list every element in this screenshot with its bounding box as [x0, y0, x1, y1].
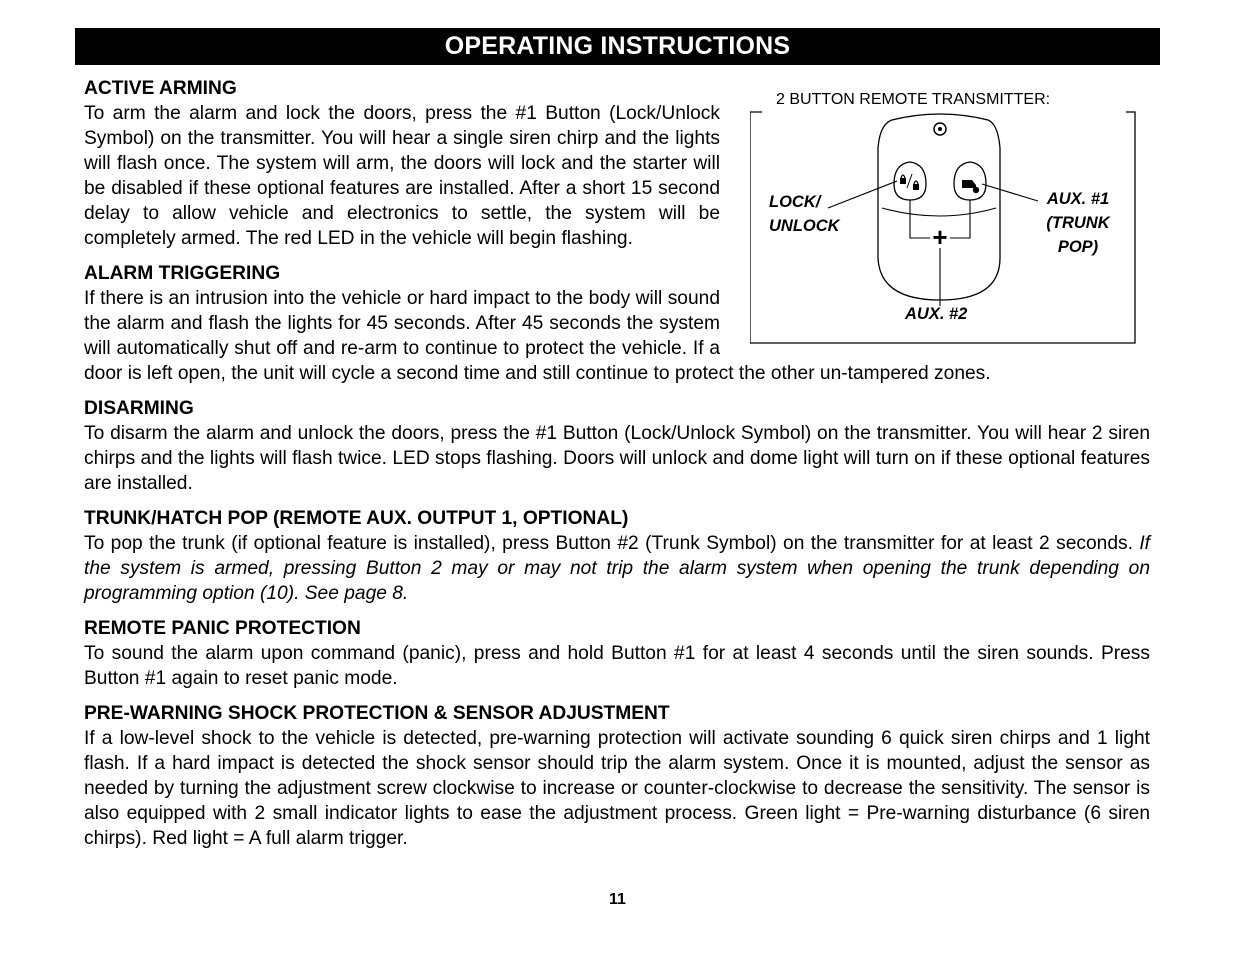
- page-number: 11: [609, 891, 626, 908]
- section-body: If there is an intrusion into the vehicle or hard impact to the body will sound the alarm and flash the lights for 45 seconds. After 45 seconds the system will automatically shut off and re-arm to continue to protect the vehicle. If a door is left open, the unit will cycle a second time and still continue to protect the other un-tampered zones.: [84, 288, 991, 384]
- page-title: OPERATING INSTRUCTIONS: [75, 28, 1160, 65]
- callout-aux1-line3: POP): [1057, 238, 1099, 256]
- section-body: To disarm the alarm and unlock the doors, press the #1 Button (Lock/Unlock Symbol) on the transmitter. You will hear 2 siren chirps and the lights will flash twice. LED stops flashing. Doors will unlock and dome light will turn on if these optional features are installed.: [84, 423, 1150, 494]
- diagram-caption: 2 BUTTON REMOTE TRANSMITTER:: [772, 90, 1054, 110]
- section-disarming: [84, 396, 1150, 496]
- callout-aux1: [1040, 187, 1116, 259]
- section-body: [84, 531, 1150, 606]
- section-body: To sound the alarm upon command (panic), press and hold Button #1 for at least 4 seconds until the siren sounds. Press Button #1 again to reset panic mode.: [84, 643, 1150, 689]
- section-body: To arm the alarm and lock the doors, press the #1 Button (Lock/Unlock Symbol) on the transmitter. You will hear a single siren chirp and the lights will flash once. The system will arm, the doors will lock and the starter will be disabled if these optional features are installed. After a short 15 second delay to allow vehicle and electronics to settle, the system will be completely armed. The red LED in the vehicle will begin flashing.: [84, 103, 720, 249]
- section-title: REMOTE PANIC PROTECTION: [84, 618, 361, 639]
- section-title: ALARM TRIGGERING: [84, 263, 281, 284]
- callout-lock-line1: LOCK/: [769, 193, 821, 211]
- plus-icon: +: [932, 222, 948, 252]
- section-body: If a low-level shock to the vehicle is detected, pre-warning protection will activate sounding 6 quick siren chirps and 1 light flash. If a hard impact is detected the shock sensor should trip the alarm system. Once it is mounted, adjust the sensor as needed by turning the adjustment screw clockwise to increase or counter-clockwise to decrease the sensitivity. The sensor is also equipped with 2 small indicator lights to ease the adjustment process. Green light = Pre-warning disturbance (6 siren chirps). Red light = A full alarm trigger.: [84, 728, 1150, 849]
- section-pre-warning: [84, 701, 1150, 851]
- section-trunk-pop: [84, 506, 1150, 606]
- callout-lock-line2: UNLOCK: [769, 217, 840, 235]
- section-body-italic: If the system is armed, pressing Button 2 may or may not trip the alarm system when opening the trunk depending on programming option (10). See page 8.: [84, 533, 1150, 604]
- section-body-text: To pop the trunk (if optional feature is installed), press Button #2 (Trunk Symbol) on the transmitter for at least 2 seconds.: [84, 533, 1140, 554]
- callout-aux1-line2: (TRUNK: [1046, 214, 1110, 232]
- section-title: TRUNK/HATCH POP (REMOTE AUX. OUTPUT 1, OPTIONAL): [84, 508, 629, 529]
- callout-aux2: AUX. #2: [905, 305, 968, 323]
- callout-aux1-line1: AUX. #1: [1046, 190, 1110, 208]
- section-title: DISARMING: [84, 398, 194, 419]
- section-title: ACTIVE ARMING: [84, 78, 237, 99]
- remote-transmitter-diagram: [750, 88, 1136, 344]
- section-remote-panic: [84, 616, 1150, 691]
- callout-lock-unlock: [769, 190, 840, 238]
- section-title: PRE-WARNING SHOCK PROTECTION & SENSOR ADJUSTMENT: [84, 703, 670, 724]
